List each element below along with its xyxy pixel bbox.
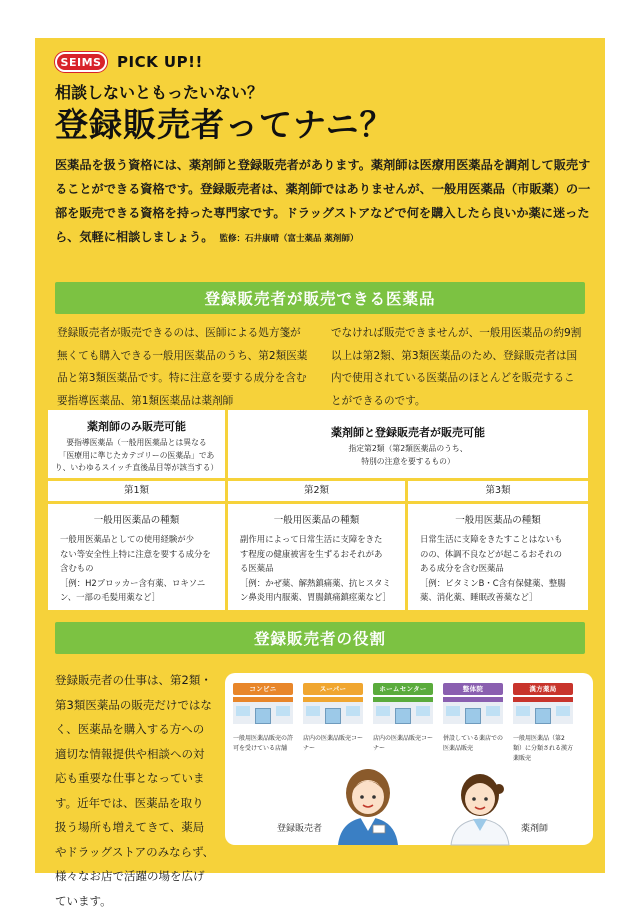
sub-line: 要指導医薬品（一般用医薬品とは異なる bbox=[66, 438, 207, 447]
store-home-center bbox=[373, 683, 433, 754]
storefront-icon bbox=[233, 702, 293, 724]
store-caption: 併設している薬店での医薬品販売 bbox=[443, 735, 504, 752]
medicines-col-left: 登録販売者が販売できるのは、医師による処方箋が無くても購入できる一般用医薬品のうち、第2類医薬品と第3類医薬品です。特に注意を要する成分を含む要指導医薬品、第1類医薬品は薬剤師 bbox=[57, 327, 308, 407]
column-desc bbox=[420, 532, 578, 605]
column-kind: 一般用医薬品の種類 bbox=[273, 515, 360, 526]
sub-line: 指定第2類（第2類医薬品のうち、 bbox=[348, 444, 468, 453]
store-convenience bbox=[233, 683, 293, 754]
desc-line: す程度の健康被害を生ずるおそれがあ bbox=[240, 548, 383, 559]
pharmacist-only-head: 薬剤師のみ販売可能 bbox=[87, 420, 186, 433]
registered-seller-label: 登録販売者 bbox=[277, 824, 323, 834]
supervisor-credit: 監修：石井康晴（富士薬品 薬剤師） bbox=[219, 234, 359, 244]
sub-line: 特別の注意を要するもの） bbox=[361, 456, 455, 466]
store-kampo bbox=[513, 683, 573, 764]
column-label: 第1類 bbox=[123, 485, 150, 496]
desc-line: のの、体調不良などが起こるおそれの bbox=[420, 548, 563, 559]
desc-line: ある成分を含む医薬品 bbox=[420, 563, 504, 573]
pharmacist-only-cell bbox=[48, 410, 225, 478]
store-caption: 店内の医薬品販売コーナー bbox=[303, 735, 364, 752]
column-desc bbox=[60, 532, 215, 605]
desc-line: 副作用によって日常生活に支障をきた bbox=[240, 534, 383, 544]
column-head-class1 bbox=[48, 481, 225, 501]
pickup-label: PICK UP!! bbox=[117, 53, 203, 71]
article-page bbox=[35, 38, 605, 908]
store-caption: 一般用医薬品（第2類）に分類される漢方薬販売 bbox=[513, 735, 574, 762]
both-sellable-cell bbox=[228, 410, 588, 478]
pharmacist-illustration bbox=[447, 765, 513, 845]
desc-line: 薬、消化薬、睡眠改善薬など］ bbox=[420, 592, 538, 602]
desc-line: 日常生活に支障をきたすことはないも bbox=[420, 534, 563, 544]
article-subtitle: 相談しないともったいない？ bbox=[55, 83, 264, 102]
column-label: 第3類 bbox=[485, 485, 511, 496]
storefront-icon bbox=[373, 702, 433, 724]
section-title: 登録販売者が販売できる医薬品 bbox=[204, 290, 436, 308]
storefront-icon bbox=[443, 702, 503, 724]
medicine-category-table bbox=[48, 410, 588, 610]
brand-row bbox=[55, 50, 595, 74]
sub-line: り、いわゆるスイッチ直後品目等が該当する） bbox=[54, 463, 219, 472]
desc-line: ン、一部の毛髪用薬など］ bbox=[60, 592, 160, 602]
role-paragraph: 登録販売者の仕事は、第2類・第3類医薬品の販売だけではなく、医薬品を購入する方への適切な情報提供や相談への対応も重要な仕事となっています。近年では、医薬品を取り扱う場所も増えてきて、薬局やドラッグストアのみならず、様々なお店で活躍の場を広げています。 bbox=[55, 673, 215, 908]
desc-line: ン鼻炎用内服薬、胃腸鎮痛鎮痙薬など］ bbox=[240, 592, 391, 602]
desc-line: る医薬品 bbox=[240, 563, 274, 573]
storefront-icon bbox=[513, 702, 573, 724]
article-header bbox=[55, 50, 595, 251]
store-caption: 店内の医薬品販売コーナー bbox=[373, 735, 434, 752]
column-label: 第2類 bbox=[303, 485, 330, 496]
store-caption: 一般用医薬品販売の許可を受けている店舗 bbox=[233, 735, 294, 752]
column-body-class1 bbox=[48, 504, 225, 610]
column-head-class3 bbox=[408, 481, 588, 501]
intro-text: 医薬品を扱う資格には、薬剤師と登録販売者があります。薬剤師は医療用医薬品を調剤して販売することができる資格です。登録販売者は、薬剤師ではありませんが、一般用医薬品（市販薬）の一部を販売できる資格を持った専門家です。ドラッグストアなどで何を購入したら良いか薬に迷ったら、気軽に相談しましょう。 bbox=[55, 158, 591, 244]
desc-line: 含むもの bbox=[60, 563, 94, 573]
column-kind: 一般用医薬品の種類 bbox=[93, 515, 180, 526]
both-sellable-sub bbox=[228, 443, 588, 468]
storefront-icon bbox=[303, 702, 363, 724]
column-desc bbox=[240, 532, 395, 605]
registered-seller-illustration bbox=[333, 761, 403, 845]
column-kind: 一般用医薬品の種類 bbox=[455, 515, 541, 526]
intro-paragraph bbox=[55, 153, 595, 251]
store-sign: 漢方薬局 bbox=[513, 683, 573, 695]
store-clinic bbox=[443, 683, 503, 754]
section-banner-medicines bbox=[55, 282, 585, 314]
section-title: 登録販売者の役割 bbox=[253, 630, 386, 648]
store-supermarket bbox=[303, 683, 363, 754]
desc-line: ［例：ビタミンB・C含有保健薬、整腸 bbox=[420, 577, 566, 588]
desc-line: ない等安全性上特に注意を要する成分を bbox=[60, 548, 211, 559]
desc-line: ［例：かぜ薬、解熱鎮痛薬、抗ヒスタミ bbox=[240, 577, 391, 588]
store-sign: ホームセンター bbox=[373, 683, 433, 695]
section-banner-role bbox=[55, 622, 585, 654]
desc-line: 一般用医薬品としての使用経験が少 bbox=[60, 534, 194, 544]
logo-text: SEIMS bbox=[60, 55, 102, 69]
store-illustration bbox=[225, 673, 593, 845]
column-body-class3 bbox=[408, 504, 588, 610]
store-sign: コンビニ bbox=[233, 683, 293, 695]
column-body-class2 bbox=[228, 504, 405, 610]
pharmacist-only-sub bbox=[48, 437, 225, 475]
sub-line: 「医療用に準じたカテゴリーの医薬品」であ bbox=[58, 450, 215, 460]
both-sellable-head: 薬剤師と登録販売者が販売可能 bbox=[331, 426, 485, 439]
article-title: 登録販売者ってナニ？ bbox=[55, 105, 394, 144]
pharmacist-label: 薬剤師 bbox=[521, 824, 549, 834]
medicines-col-right: でなければ販売できませんが、一般用医薬品の約9割以上は第2類、第3類医薬品のため、登録販売者は国内で使用されている医薬品のほとんどを販売することができるのです。 bbox=[331, 327, 582, 407]
seims-logo bbox=[55, 52, 107, 72]
column-head-class2 bbox=[228, 481, 405, 501]
store-sign: 整体院 bbox=[443, 683, 503, 695]
medicines-body bbox=[57, 322, 583, 412]
desc-line: ［例：H2ブロッカー含有薬、ロキソニ bbox=[60, 577, 206, 588]
store-sign: スーパー bbox=[303, 683, 363, 695]
